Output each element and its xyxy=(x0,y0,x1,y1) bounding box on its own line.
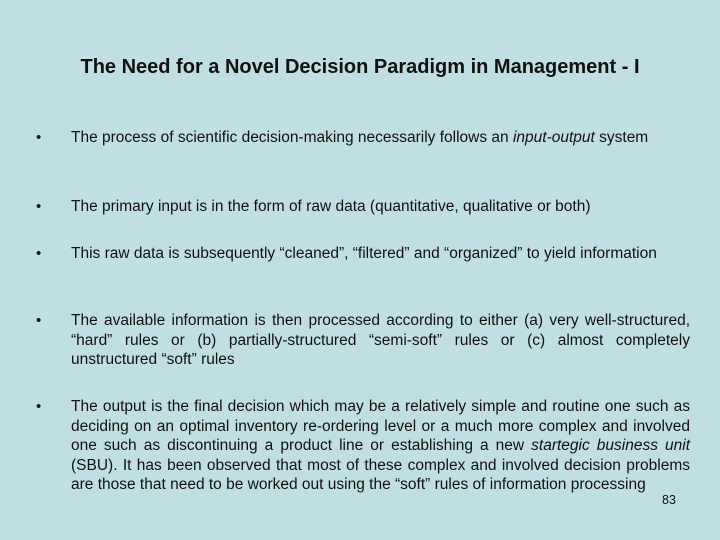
bullet-marker: • xyxy=(36,398,42,415)
bullet-text-segment: system xyxy=(594,129,649,146)
bullet-text-segment: This raw data is subsequently “cleaned”, “filtered” and “organized” to yield information xyxy=(71,245,657,262)
bullet-text-segment: The output is the final decision which may be a relatively simple and routine one such as deciding on an optimal inventory re-ordering level or a much more complex and involved one such as discontinuing a product line or establishing a new xyxy=(71,398,690,454)
bullet-marker: • xyxy=(36,245,42,262)
bullet-text-segment: The primary input is in the form of raw data (quantitative, qualitative or both) xyxy=(71,198,591,215)
bullet-text xyxy=(71,311,690,370)
bullet-text-segment: (SBU). It has been observed that most of these complex and involved decision problems are those that need to be worked out using the “soft” rules of information processing xyxy=(71,456,690,493)
page-number: 83 xyxy=(662,493,676,507)
bullet-text-segment: The available information is then processed according to either (a) very well-structured, “hard” rules or (b) partially-structured “semi-soft” rules or (c) almost completely unstructured “soft” rules xyxy=(71,312,690,368)
bullet-text xyxy=(71,397,690,495)
slide-title: The Need for a Novel Decision Paradigm in Management - I xyxy=(80,56,640,78)
bullet-text xyxy=(71,128,690,148)
bullet-marker: • xyxy=(36,312,42,329)
bullet-marker: • xyxy=(36,129,42,146)
bullet-text-segment: The process of scientific decision-making necessarily follows an xyxy=(71,129,513,146)
bullet-marker: • xyxy=(36,198,42,215)
bullet-text-italic: input-output xyxy=(512,129,595,146)
bullet-text xyxy=(71,197,690,217)
bullet-text xyxy=(71,244,690,264)
bullet-text-italic: startegic business unit xyxy=(531,437,691,454)
